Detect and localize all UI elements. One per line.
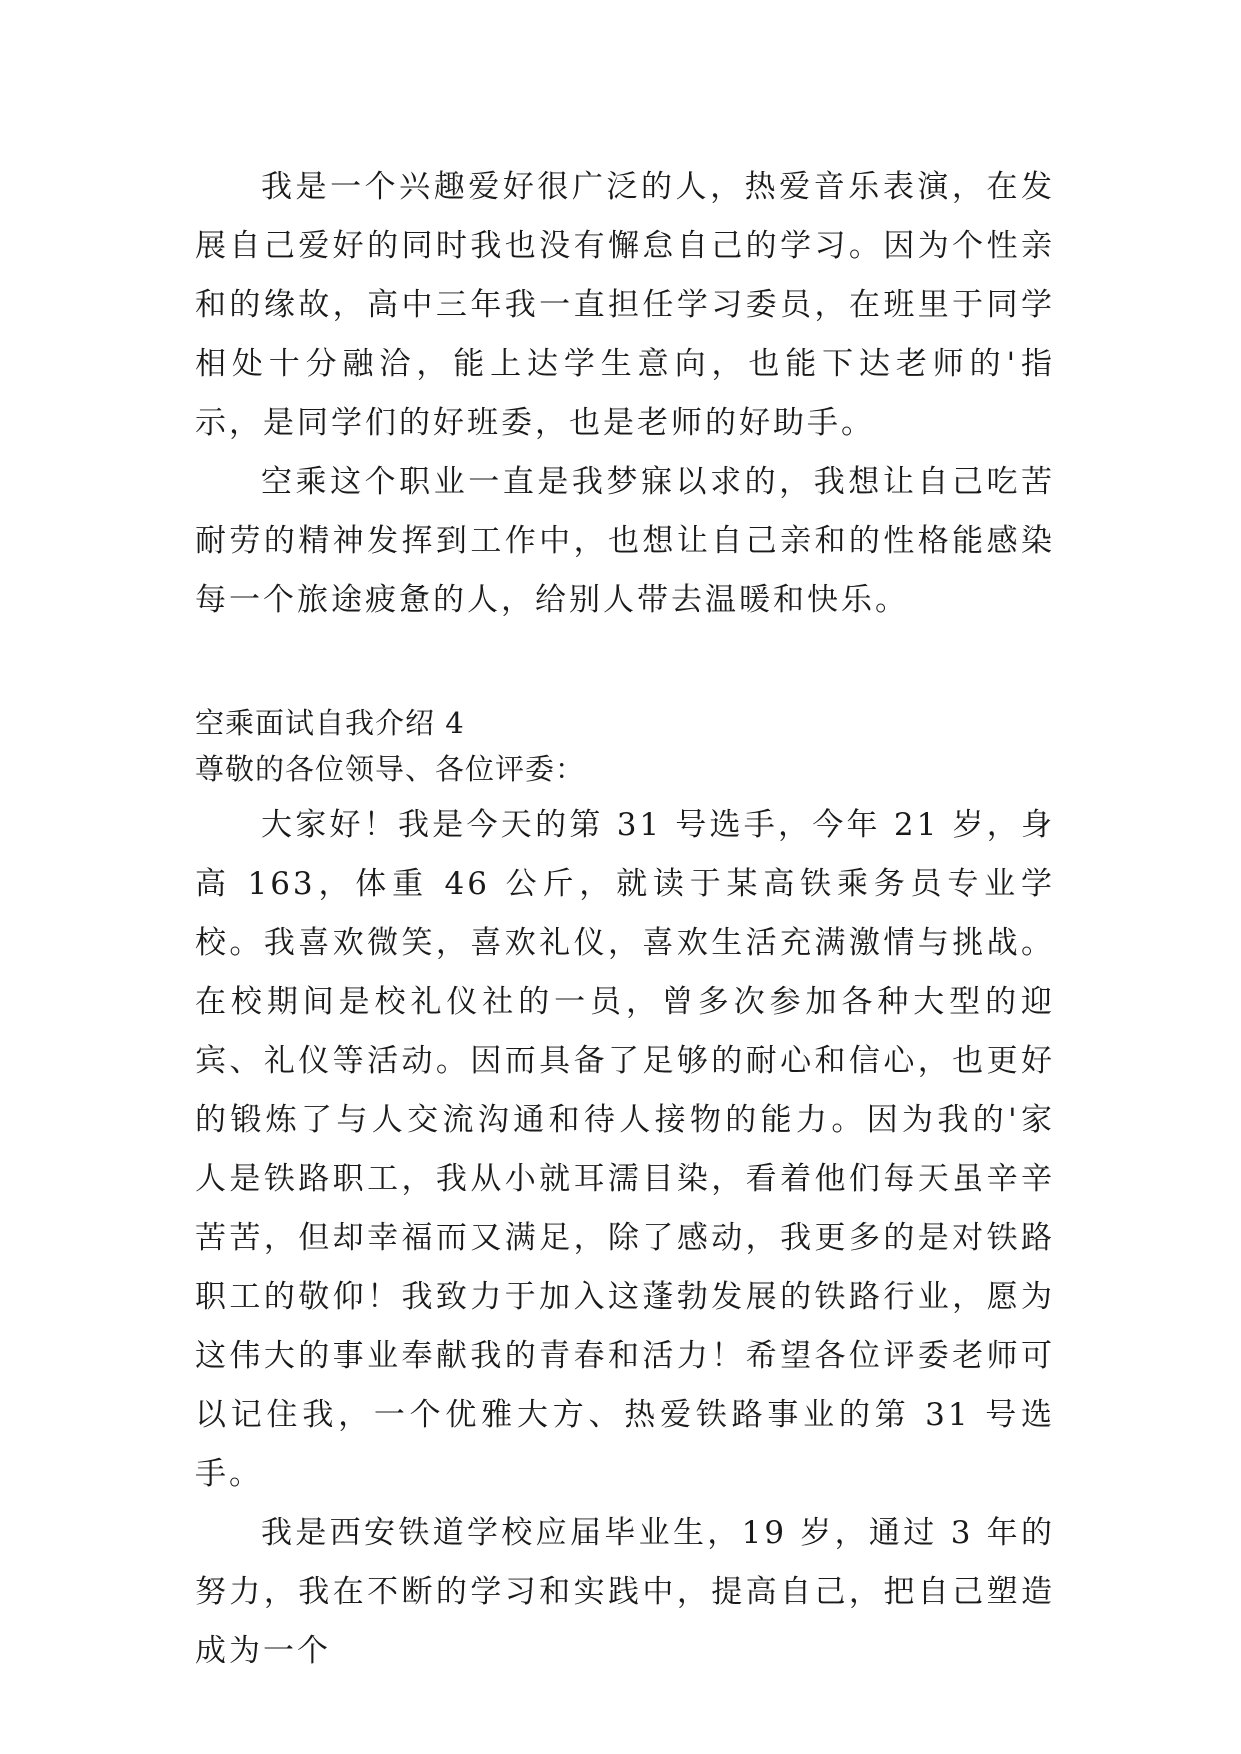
paragraph-career-goal: 空乘这个职业一直是我梦寐以求的，我想让自己吃苦耐劳的精神发挥到工作中，也想让自己亲和的性格能感染每一个旅途疲惫的人，给别人带去温暖和快乐。 xyxy=(195,464,1055,618)
salutation: 尊敬的各位领导、各位评委： xyxy=(195,752,586,786)
paragraph-graduate: 我是西安铁道学校应届毕业生，19 岁，通过 3 年的努力，我在不断的学习和实践中，提高自己，把自己塑造成为一个 xyxy=(195,1515,1055,1669)
paragraph-hobbies: 我是一个兴趣爱好很广泛的人，热爱音乐表演，在发展自己爱好的同时我也没有懈怠自己的学习。因为个性亲和的缘故，高中三年我一直担任学习委员，在班里于同学相处十分融洽，能上达学生意向，也能下达老师的'指示，是同学们的好班委，也是老师的好助手。 xyxy=(195,169,1055,441)
paragraph-introduction: 大家好！我是今天的第 31 号选手，今年 21 岁，身高 163，体重 46 公斤，就读于某高铁乘务员专业学校。我喜欢微笑，喜欢礼仪，喜欢生活充满激情与挑战。在校期间是校礼仪社的一员，曾多次参加各种大型的迎宾、礼仪等活动。因而具备了足够的耐心和信心，也更好的锻炼了与人交流沟通和待人接物的能力。因为我的'家人是铁路职工，我从小就耳濡目染，看着他们每天虽辛辛苦苦，但却幸福而又满足，除了感动，我更多的是对铁路职工的敬仰！我致力于加入这蓬勃发展的铁路行业，愿为这伟大的事业奉献我的青春和活力！希望各位评委老师可以记住我，一个优雅大方、热爱铁路事业的第 31 号选手。 xyxy=(195,807,1055,1492)
document-body xyxy=(195,158,1055,1681)
section-spacer xyxy=(195,630,1055,700)
section-title: 空乘面试自我介绍 4 xyxy=(195,706,465,740)
